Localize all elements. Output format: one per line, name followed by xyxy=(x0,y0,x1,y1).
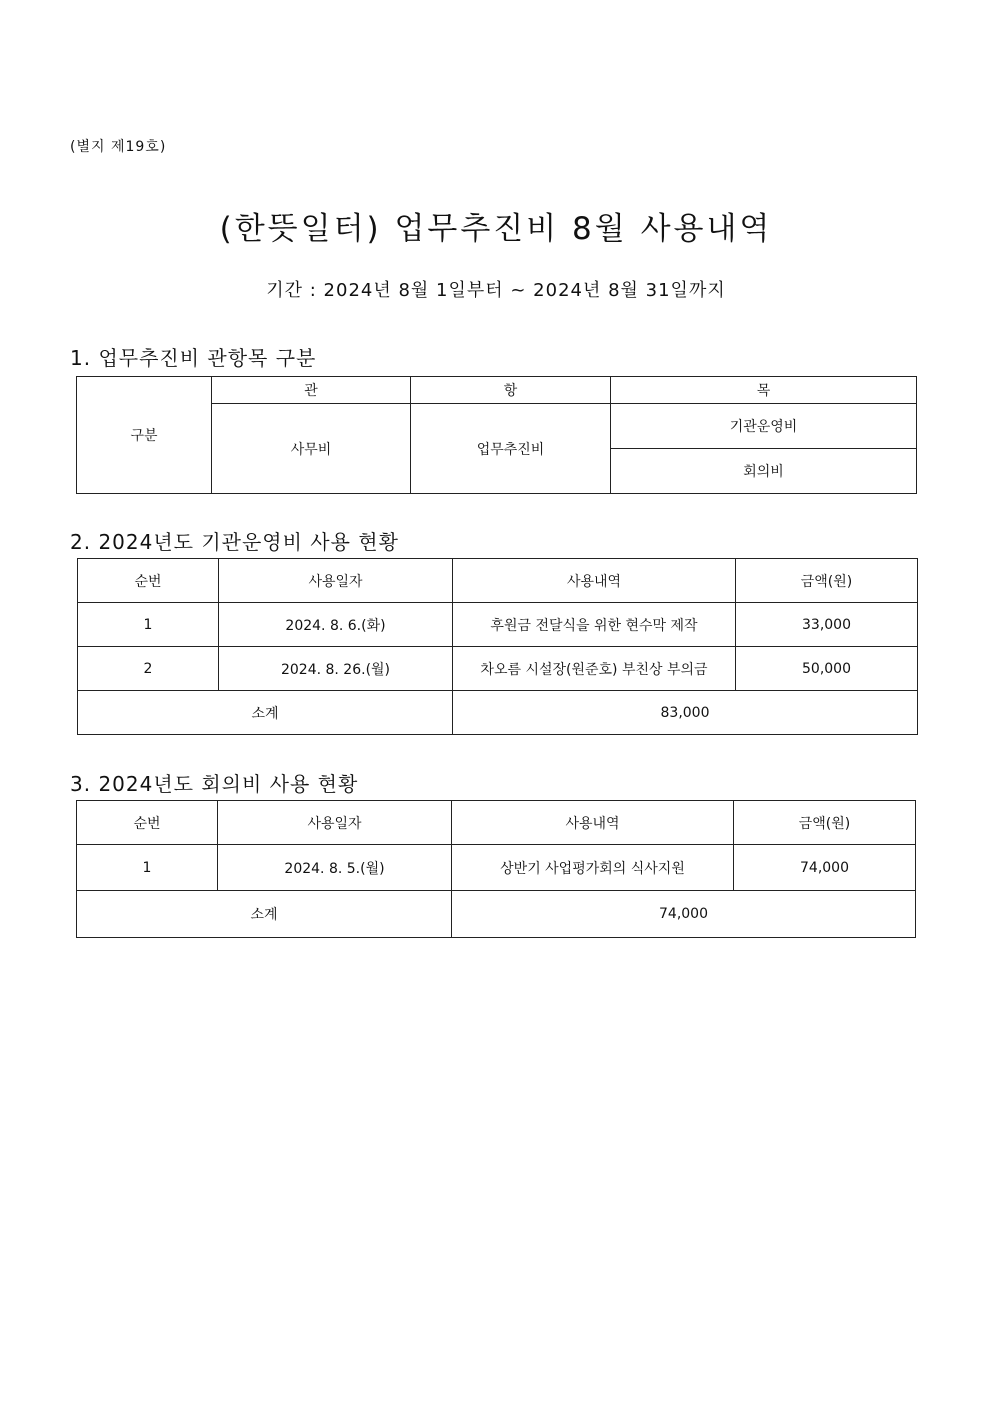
row-no: 2 xyxy=(78,647,219,691)
row-amount: 33,000 xyxy=(736,603,918,647)
operating-expense-table xyxy=(77,558,918,735)
subtotal-label: 소계 xyxy=(77,891,452,938)
table-row xyxy=(77,845,916,891)
gwan-value: 사무비 xyxy=(212,404,411,494)
subtotal-value: 74,000 xyxy=(452,891,916,938)
meeting-expense-table xyxy=(76,800,916,938)
header-date: 사용일자 xyxy=(218,801,452,845)
budget-category-table xyxy=(76,376,917,494)
header-no: 순번 xyxy=(77,801,218,845)
row-date: 2024. 8. 26.(월) xyxy=(219,647,453,691)
mok-value-1: 기관운영비 xyxy=(611,404,917,449)
row-desc: 차오름 시설장(원준호) 부친상 부의금 xyxy=(453,647,736,691)
period-text: 기간 : 2024년 8월 1일부터 ~ 2024년 8월 31일까지 xyxy=(266,280,726,301)
row-date: 2024. 8. 6.(화) xyxy=(219,603,453,647)
row-date: 2024. 8. 5.(월) xyxy=(218,845,452,891)
hang-value: 업무추진비 xyxy=(411,404,611,494)
header-mok: 목 xyxy=(611,377,917,404)
header-no: 순번 xyxy=(78,559,219,603)
table-row xyxy=(78,647,918,691)
subtotal-value: 83,000 xyxy=(453,691,918,735)
row-amount: 74,000 xyxy=(734,845,916,891)
row-desc: 후원금 전달식을 위한 현수막 제작 xyxy=(453,603,736,647)
header-date: 사용일자 xyxy=(219,559,453,603)
mok-value-2: 회의비 xyxy=(611,449,917,494)
header-amount: 금액(원) xyxy=(736,559,918,603)
header-gwan: 관 xyxy=(212,377,411,404)
row-no: 1 xyxy=(78,603,219,647)
category-label: 구분 xyxy=(77,377,212,494)
header-amount: 금액(원) xyxy=(734,801,916,845)
subtotal-label: 소계 xyxy=(78,691,453,735)
document-title: (한뜻일터) 업무추진비 8월 사용내역 xyxy=(219,211,773,247)
section3-heading: 3. 2024년도 회의비 사용 현황 xyxy=(70,772,359,796)
header-desc: 사용내역 xyxy=(453,559,736,603)
section1-heading: 1. 업무추진비 관항목 구분 xyxy=(70,346,317,370)
header-desc: 사용내역 xyxy=(452,801,734,845)
section2-heading: 2. 2024년도 기관운영비 사용 현황 xyxy=(70,530,399,554)
attachment-label: (별지 제19호) xyxy=(70,139,167,155)
table-row xyxy=(78,603,918,647)
row-no: 1 xyxy=(77,845,218,891)
row-desc: 상반기 사업평가회의 식사지원 xyxy=(452,845,734,891)
header-hang: 항 xyxy=(411,377,611,404)
row-amount: 50,000 xyxy=(736,647,918,691)
